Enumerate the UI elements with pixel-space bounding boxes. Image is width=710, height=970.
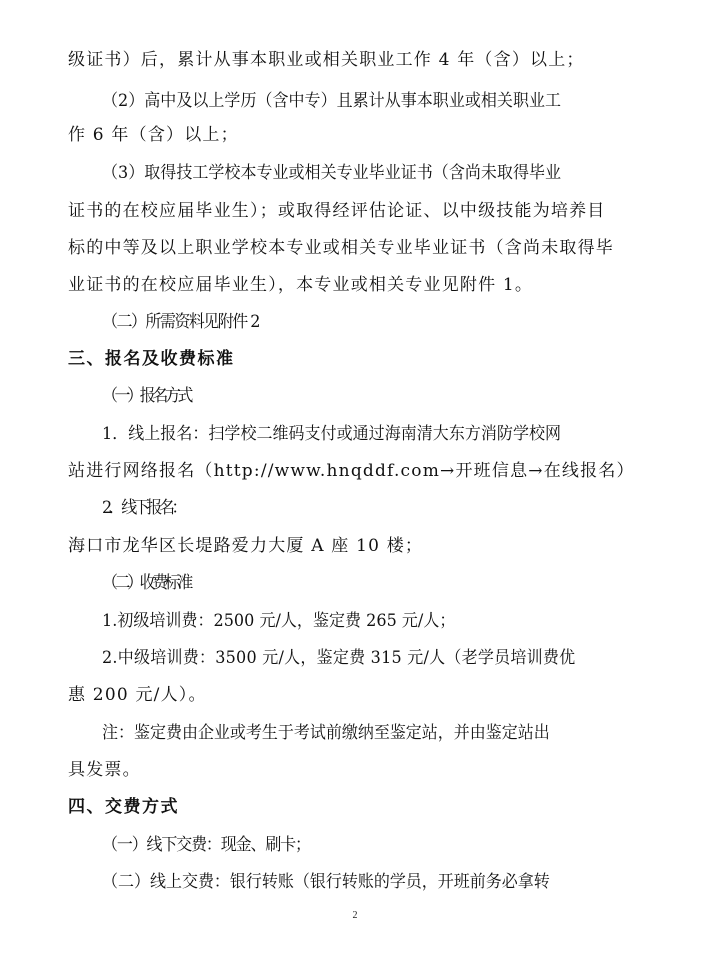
sub-heading: （一）报名方式 — [102, 386, 190, 406]
fee-line: 2.中级培训费：3500 元/人，鉴定费 315 元/人（老学员培训费优 — [102, 648, 576, 668]
body-line: （二）所需资料见附件 2 — [102, 312, 259, 332]
body-line: 站进行网络报名（http://www.hnqddf.com→开班信息→在线报名） — [68, 461, 635, 481]
note-line: 注：鉴定费由企业或考生于考试前缴纳至鉴定站，并由鉴定站出 — [102, 723, 550, 743]
body-line: 2．线下报名： — [102, 498, 185, 518]
body-line: 证书的在校应届毕业生）；或取得经评估论证、以中级技能为培养目 — [68, 201, 606, 221]
body-line: （二）线上交费：银行转账（银行转账的学员，开班前务必拿转 — [102, 872, 550, 892]
sub-heading: （二）收费标准 — [102, 573, 190, 593]
page-number: 2 — [352, 910, 358, 921]
body-line: （3）取得技工学校本专业或相关专业毕业证书（含尚未取得毕业 — [102, 163, 562, 183]
body-line: 惠 200 元/人）。 — [68, 685, 207, 705]
body-line: （一）线下交费：现金、刷卡； — [102, 835, 310, 855]
body-line: 1．线上报名：扫学校二维码支付或通过海南清大东方消防学校网 — [102, 424, 562, 444]
body-line: （2）高中及以上学历（含中专）且累计从事本职业或相关职业工 — [102, 91, 562, 111]
address-line: 海口市龙华区长堤路爱力大厦 A 座 10 楼； — [68, 536, 424, 556]
body-line: 作 6 年（含）以上； — [68, 125, 239, 145]
body-line: 标的中等及以上职业学校本专业或相关专业毕业证书（含尚未取得毕 — [68, 238, 614, 258]
body-line: 级证书）后，累计从事本职业或相关职业工作 4 年（含）以上； — [68, 50, 585, 70]
note-line: 具发票。 — [68, 760, 141, 780]
section-heading: 四、交费方式 — [68, 797, 179, 817]
fee-line: 1.初级培训费：2500 元/人，鉴定费 265 元/人； — [102, 611, 456, 631]
body-line: 业证书的在校应届毕业生），本专业或相关专业见附件 1。 — [68, 275, 534, 295]
section-heading: 三、报名及收费标准 — [68, 349, 235, 369]
